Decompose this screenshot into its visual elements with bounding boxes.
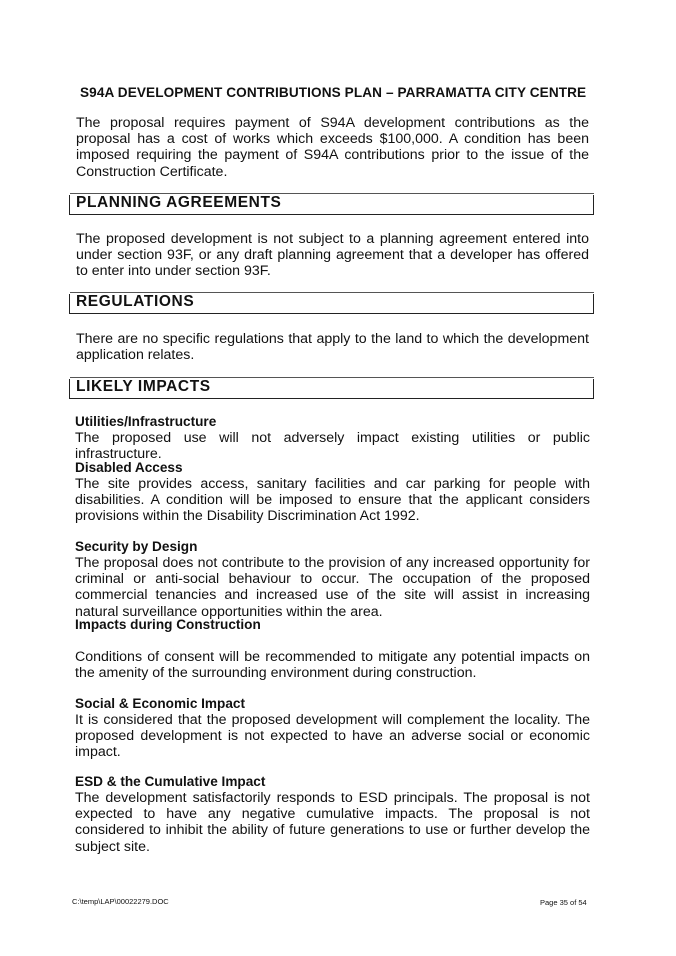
s94a-paragraph: The proposal requires payment of S94A development contributions as the proposal has a cost of works which exceeds $100,000. A condition has been imposed requiring the payment of S94A contributions prior to the issue of the Construction Certificate. <box>76 115 589 180</box>
construction-body: Conditions of consent will be recommended to mitigate any potential impacts on the amenity of the surrounding environment during construction. <box>75 649 590 682</box>
regulations-section-header <box>69 294 594 314</box>
construction-subsection <box>75 617 590 681</box>
esd-title: ESD & the Cumulative Impact <box>75 774 266 789</box>
esd-subsection <box>75 774 590 855</box>
likely-impacts-section-header <box>69 379 594 399</box>
esd-body: The development satisfactorily responds to ESD principals. The proposal is not expected to have any negative cumulative impacts. The proposal is not considered to inhibit the ability of future generations to use or further develop the subject site. <box>75 790 590 855</box>
security-subsection <box>75 539 590 620</box>
footer-file-path: C:\temp\LAP\00022279.DOC <box>72 897 169 906</box>
disabled-access-title: Disabled Access <box>75 460 183 475</box>
footer-page-number: Page 35 of 54 <box>540 898 587 907</box>
security-body: The proposal does not contribute to the provision of any increased opportunity for criminal or anti-social behaviour to occur. The occupation of the proposed commercial tenancies and increased use of the site will assist in increasing natural surveillance opportunities within the area. <box>75 555 590 620</box>
likely-impacts-heading: LIKELY IMPACTS <box>76 378 211 395</box>
social-economic-body: It is considered that the proposed development will complement the locality. The proposed development is not expected to have an adverse social or economic impact. <box>75 712 590 761</box>
regulations-paragraph: There are no specific regulations that apply to the land to which the development application relates. <box>76 331 589 364</box>
regulations-heading: REGULATIONS <box>76 293 195 310</box>
utilities-title: Utilities/Infrastructure <box>75 414 217 429</box>
s94a-heading: S94A DEVELOPMENT CONTRIBUTIONS PLAN – PARRAMATTA CITY CENTRE <box>80 85 587 100</box>
planning-agreements-heading: PLANNING AGREEMENTS <box>76 194 282 211</box>
disabled-access-subsection <box>75 460 590 525</box>
utilities-subsection <box>75 414 590 462</box>
social-economic-title: Social & Economic Impact <box>75 696 245 711</box>
utilities-body: The proposed use will not adversely impact existing utilities or public infrastructure. <box>75 430 590 463</box>
disabled-access-body: The site provides access, sanitary facilities and car parking for people with disabilities. A condition will be imposed to ensure that the applicant considers provisions within the Disability Discrimination Act 1992. <box>75 476 590 525</box>
planning-agreements-section-header <box>69 195 594 215</box>
planning-agreements-paragraph: The proposed development is not subject to a planning agreement entered into under section 93F, or any draft planning agreement that a developer has offered to enter into under section 93F. <box>76 231 589 280</box>
social-economic-subsection <box>75 696 590 761</box>
security-title: Security by Design <box>75 539 198 554</box>
construction-title: Impacts during Construction <box>75 617 261 632</box>
